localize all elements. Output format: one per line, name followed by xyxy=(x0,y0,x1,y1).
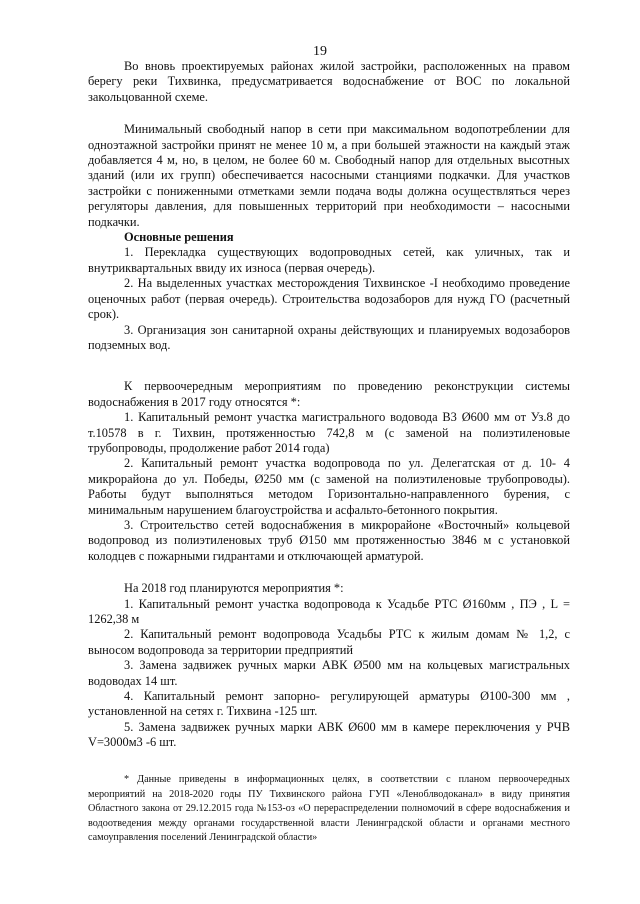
measure-2017-2: 2. Капитальный ремонт участка водопровода по ул. Делегатская от д. 10- 4 микрорайона до ул. Победы, Ø250 мм (с заменой на полиэтиленовые трубопроводы). Работы будут выполняться методом Горизонтально-направленного бурения, с минимальным нарушением благоустройства и асфальто-бетонного покрытия. xyxy=(88,456,570,517)
document-body xyxy=(88,59,570,751)
measure-2018-4: 4. Капитальный ремонт запорно- регулирующей арматуры Ø100-300 мм , установленной на сетях г. Тихвина -125 шт. xyxy=(88,689,570,719)
footnote-text: * Данные приведены в информационных целях, в соответствии с планом первоочередных мероприятий на 2018-2020 годы ПУ Тихвинского района ГУП «Леноблводоканал» в виду принятия Областного закона от 29.12.2015 года №153-оз «О перераспределении полномочий в сфере водоснабжения и водоотведения между органами государственной власти Ленинградской области и органами местного самоуправления поселений Ленинградской области» xyxy=(88,774,570,844)
measure-2017-3: 3. Строительство сетей водоснабжения в микрорайоне «Восточный» кольцевой водопровод из полиэтиленовых труб Ø150 мм протяженностью 3846 м с установкой колодцев с пожарными гидрантами и отключающей арматурой. xyxy=(88,517,570,563)
measure-2018-2: 2. Капитальный ремонт водопровода Усадьбы РТС к жилым домам № 1,2, с выносом водопровода за территории предприятий xyxy=(88,627,570,657)
paragraph-2017-intro: К первоочередным мероприятиям по проведению реконструкции системы водоснабжения в 2017 году относятся *: xyxy=(88,379,570,409)
paragraph-2018-intro: На 2018 год планируются мероприятия *: xyxy=(124,581,344,596)
measure-2018-3: 3. Замена задвижек ручных марки АВК Ø500 мм на кольцевых магистральных водоводах 14 шт. xyxy=(88,658,570,688)
page-number: 19 xyxy=(313,44,327,59)
solution-item-3: 3. Организация зон санитарной охраны действующих и планируемых водозаборов подземных вод. xyxy=(88,322,570,352)
paragraph-pressure: Минимальный свободный напор в сети при максимальном водопотреблении для одноэтажной застройки принят не менее 10 м, а при большей этажности на каждый этаж добавляется 4 м, но, в целом, не более 60 м. Свободный напор для отдельных высотных зданий (или их групп) обеспечивается насосными станциями подкачки. Для участков застройки с пониженными отметками земли подача воды должна осуществляться через регуляторы давления, для повышенных территорий при необходимости – насосными подкачки. xyxy=(88,122,570,229)
measure-2018-5: 5. Замена задвижек ручных марки АВК Ø600 мм в камере переключения у РЧВ V=3000м3 -6 шт. xyxy=(88,719,570,750)
paragraph-new-districts: Во вновь проектируемых районах жилой застройки, расположенных на правом берегу реки Тихвинка, предусматривается водоснабжение от ВОС по локальной закольцованной схеме. xyxy=(88,59,570,104)
measure-2017-1: 1. Капитальный ремонт участка магистрального водовода В3 Ø600 мм от Уз.8 до т.10578 в г. Тихвин, протяженностью 742,8 м (с заменой на полиэтиленовые трубопроводы, продолжение работ 2014 года) xyxy=(88,410,570,455)
solution-item-1: 1. Перекладка существующих водопроводных сетей, как уличных, так и внутриквартальных ввиду их износа (первая очередь). xyxy=(88,245,570,275)
section-heading: Основные решения xyxy=(124,230,234,245)
footnote xyxy=(88,773,570,846)
solution-item-2: 2. На выделенных участках месторождения Тихвинское -I необходимо проведение оценочных работ (первая очередь). Строительства водозаборов для нужд ГО (расчетный срок). xyxy=(88,276,570,322)
measure-2018-1: 1. Капитальный ремонт участка водопровода к Усадьбе РТС Ø160мм , ПЭ , L = 1262,38 м xyxy=(88,596,570,626)
